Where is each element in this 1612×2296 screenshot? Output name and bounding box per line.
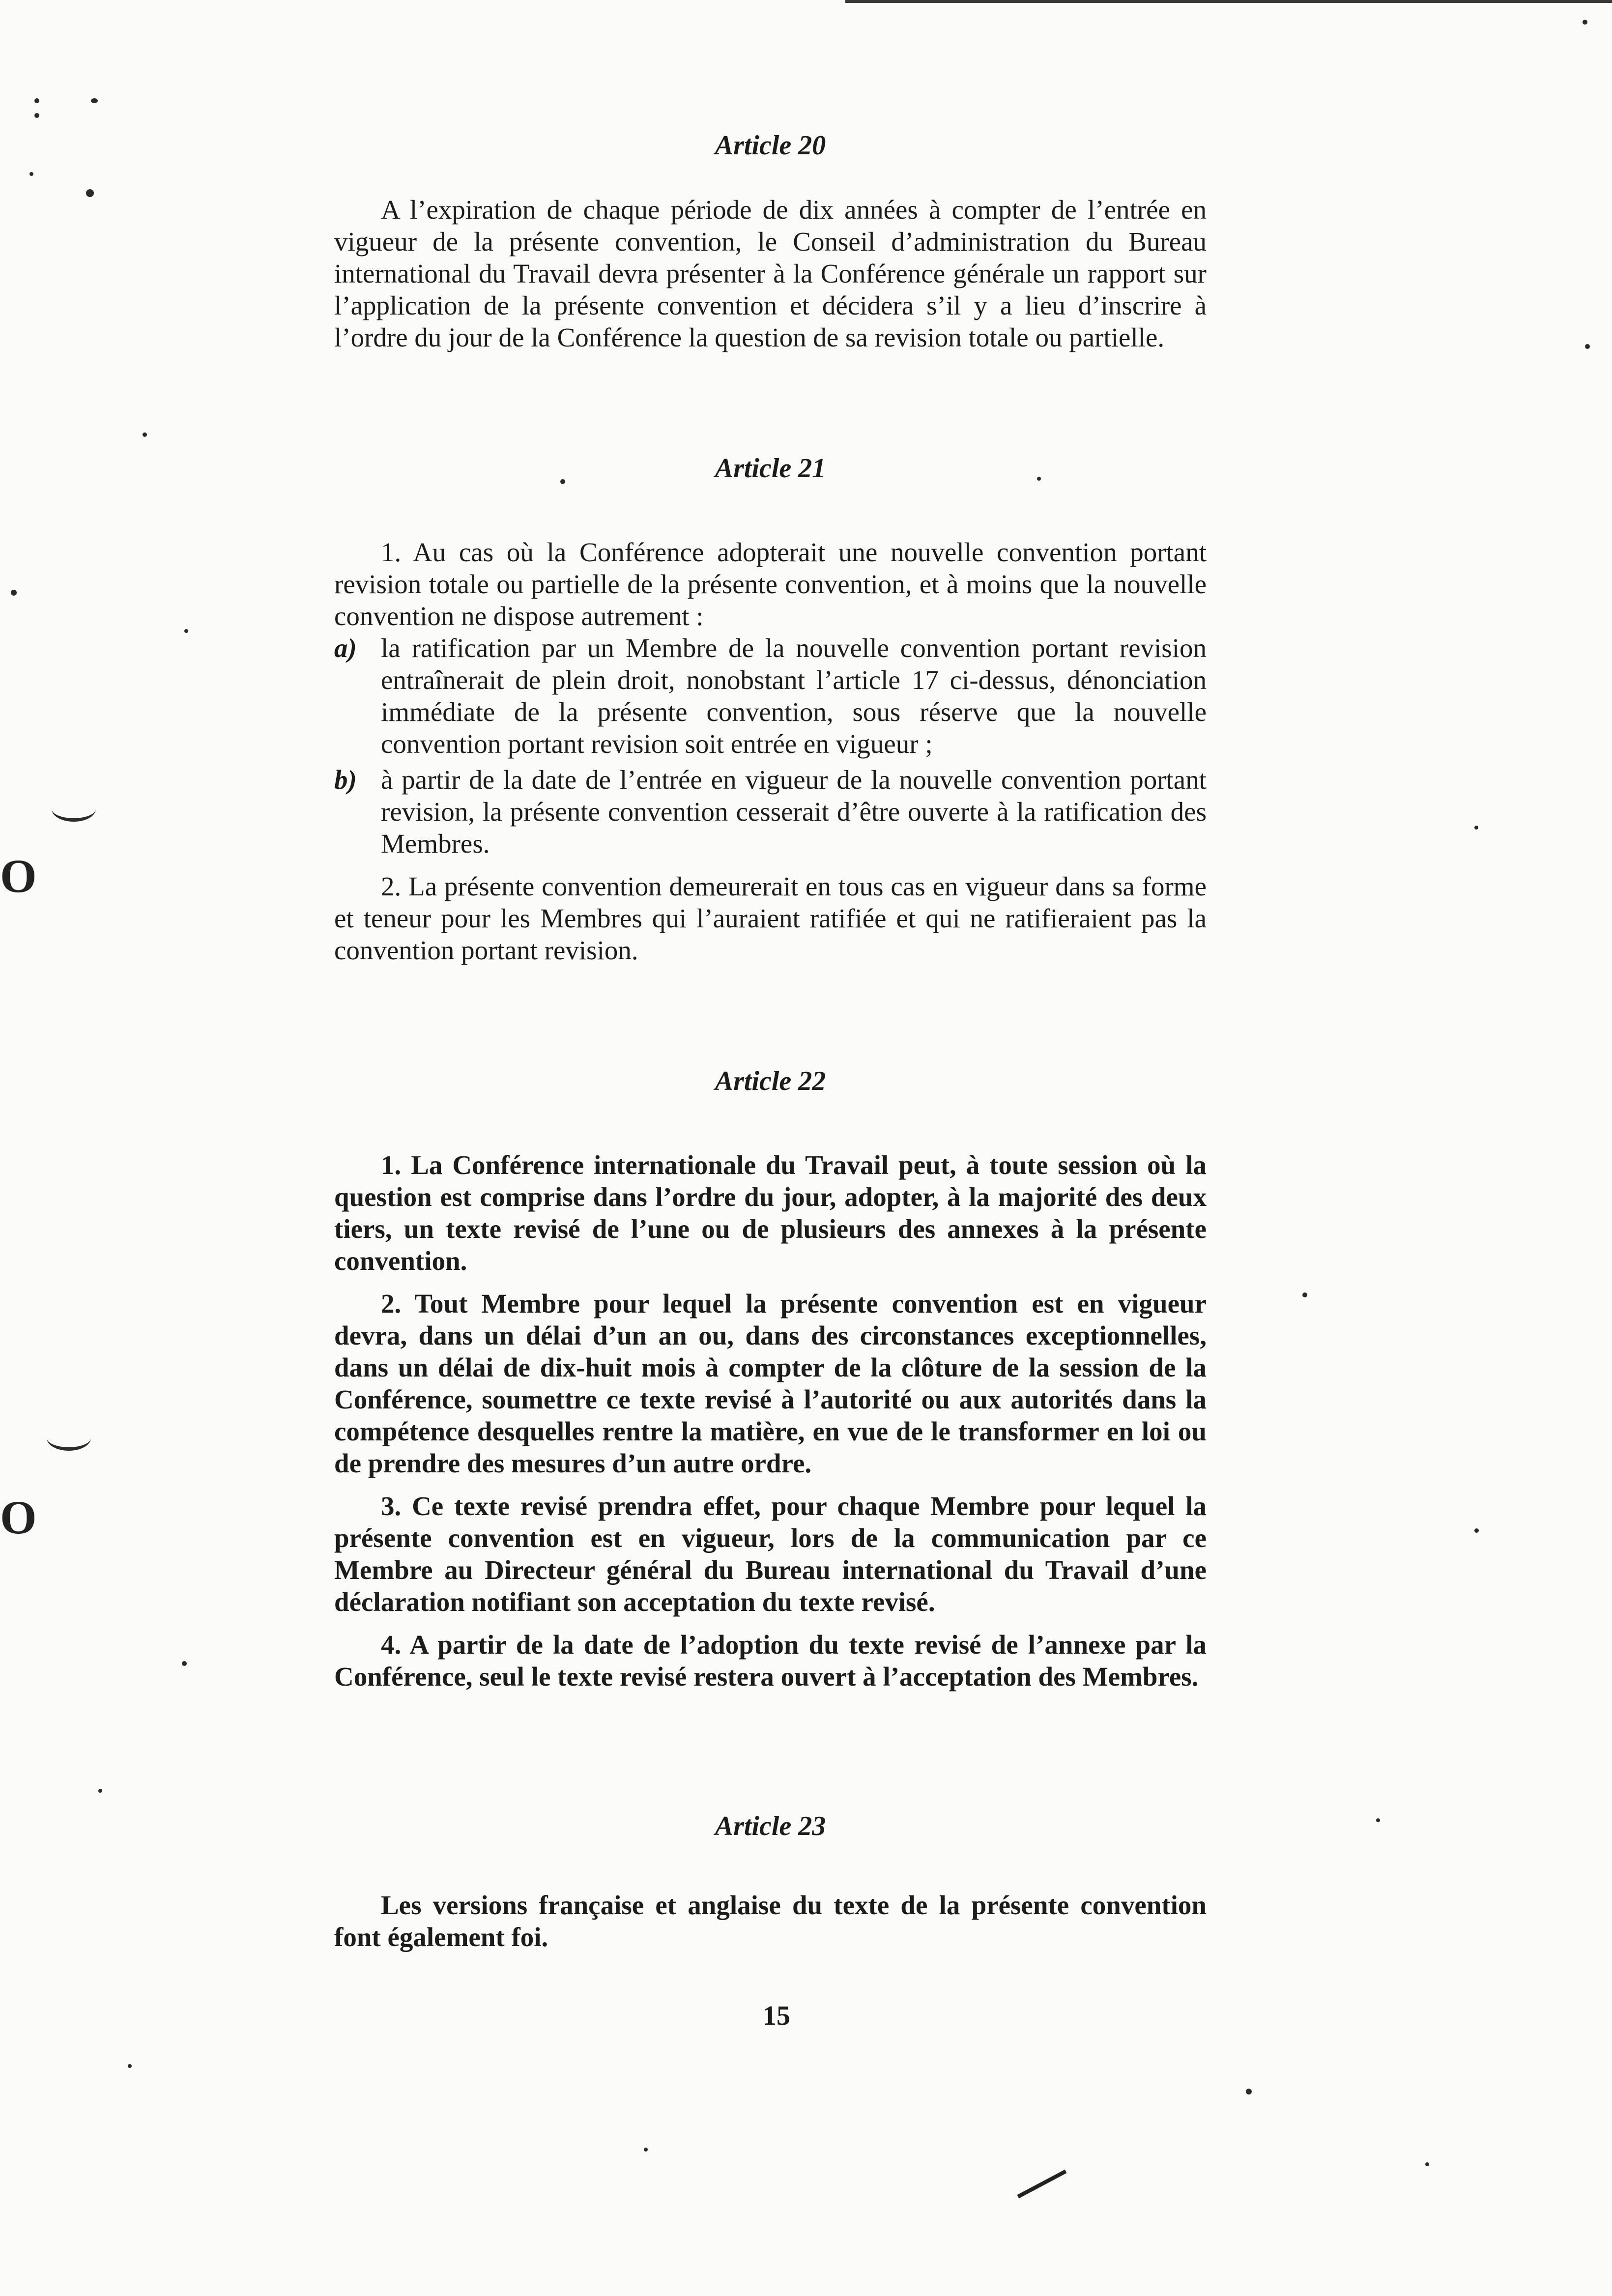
- article-paragraph: 1. La Conférence internationale du Travail peut, à toute session où la question est comprise dans l’ordre du jour, adopter, à la majorité des deux tiers, un texte revisé de l’une ou de plusieurs des annexes à la présente convention.: [334, 1150, 1207, 1276]
- article-heading: Article 21: [715, 453, 826, 484]
- scan-speck: [1376, 1818, 1380, 1822]
- list-item-b: [334, 764, 1207, 860]
- margin-circle-mark: O: [0, 1491, 37, 1544]
- scan-speck: [34, 113, 39, 118]
- article-20-block: [334, 132, 1207, 353]
- article-23-block: [334, 1812, 1207, 1953]
- article-heading: Article 23: [715, 1811, 826, 1841]
- pen-stroke-mark: [1017, 2170, 1067, 2199]
- article-heading: Article 20: [715, 130, 826, 161]
- scan-speck: [1474, 1528, 1479, 1533]
- top-edge-rule: [845, 0, 1612, 3]
- list-item-label: a): [334, 633, 357, 663]
- scan-speck: [1302, 1292, 1307, 1297]
- article-22-block: [334, 1067, 1207, 1693]
- article-paragraph: A l’expiration de chaque période de dix années à compter de l’entrée en vigueur de la présente convention, le Conseil d’administration du Bureau international du Travail devra présenter à la Conférence générale un rapport sur l’application de la présente convention et décidera s’il y a lieu d’inscrire à l’ordre du jour de la Conférence la question de sa revision totale ou partielle.: [334, 195, 1207, 352]
- article-heading: Article 22: [715, 1066, 826, 1096]
- scan-speck: [98, 1789, 102, 1793]
- scan-speck: [11, 590, 17, 596]
- scan-speck: [1474, 826, 1478, 830]
- scan-speck: [184, 629, 188, 633]
- article-paragraph: 3. Ce texte revisé prendra effet, pour chaque Membre pour lequel la présente convention est en vigueur, lors de la communication par ce Membre au Directeur général du Bureau international du Travail d’une déclaration notifiant son acceptation du texte revisé.: [334, 1491, 1207, 1617]
- list-item-a: [334, 632, 1207, 760]
- list-item-text: à partir de la date de l’entrée en vigueur de la nouvelle convention portant revision, la présente convention cesserait d’être ouverte à la ratification des Membres.: [381, 765, 1207, 859]
- margin-arc-mark: [52, 796, 96, 822]
- article-paragraph: 2. La présente convention demeurerait en tous cas en vigueur dans sa forme et teneur pour les Membres qui l’auraient ratifiée et qui ne ratifieraient pas la convention portant revision.: [334, 871, 1207, 965]
- margin-circle-mark: O: [0, 850, 37, 902]
- scan-speck: [1583, 20, 1587, 25]
- scan-speck: [86, 189, 94, 197]
- article-paragraph: 2. Tout Membre pour lequel la présente convention est en vigueur devra, dans un délai d’un an ou, dans des circonstances exceptionnelles, dans un délai de dix-huit mois à compter de la clôture de la session de la Conférence, soumettre ce texte revisé à l’autorité ou aux autorités dans la compétence desquelles rentre la matière, en vue de le transformer en loi ou de prendre des mesures d’un autre ordre.: [334, 1289, 1207, 1478]
- scan-speck: [143, 432, 147, 437]
- scan-speck: [29, 172, 33, 176]
- article-21-block: [334, 455, 1207, 966]
- margin-arc-mark: [47, 1425, 91, 1451]
- scan-speck: [1246, 2089, 1252, 2095]
- list-item-text: la ratification par un Membre de la nouvelle convention portant revision entraînerait de plein droit, nonobstant l’article 17 ci-dessus, dénonciation immédiate de la présente convention, sous réserve que la nouvelle convention portant revision soit entrée en vigueur ;: [381, 633, 1207, 759]
- scan-speck: [644, 2148, 648, 2152]
- scan-speck: [1425, 2162, 1429, 2166]
- article-paragraph: Les versions française et anglaise du texte de la présente convention font également foi.: [334, 1890, 1207, 1952]
- scan-speck: [128, 2064, 132, 2068]
- page-number: 15: [763, 2001, 790, 2031]
- article-paragraph: 4. A partir de la date de l’adoption du texte revisé de l’annexe par la Conférence, seul le texte revisé restera ouvert à l’acceptation des Membres.: [334, 1630, 1207, 1692]
- article-paragraph: 1. Au cas où la Conférence adopterait une nouvelle convention portant revision totale ou partielle de la présente convention, et à moins que la nouvelle convention ne dispose autrement :: [334, 537, 1207, 631]
- list-item-label: b): [334, 765, 357, 795]
- scan-speck: [91, 98, 98, 103]
- scan-speck: [182, 1661, 187, 1666]
- scan-speck: [34, 98, 39, 103]
- scan-speck: [1585, 344, 1590, 349]
